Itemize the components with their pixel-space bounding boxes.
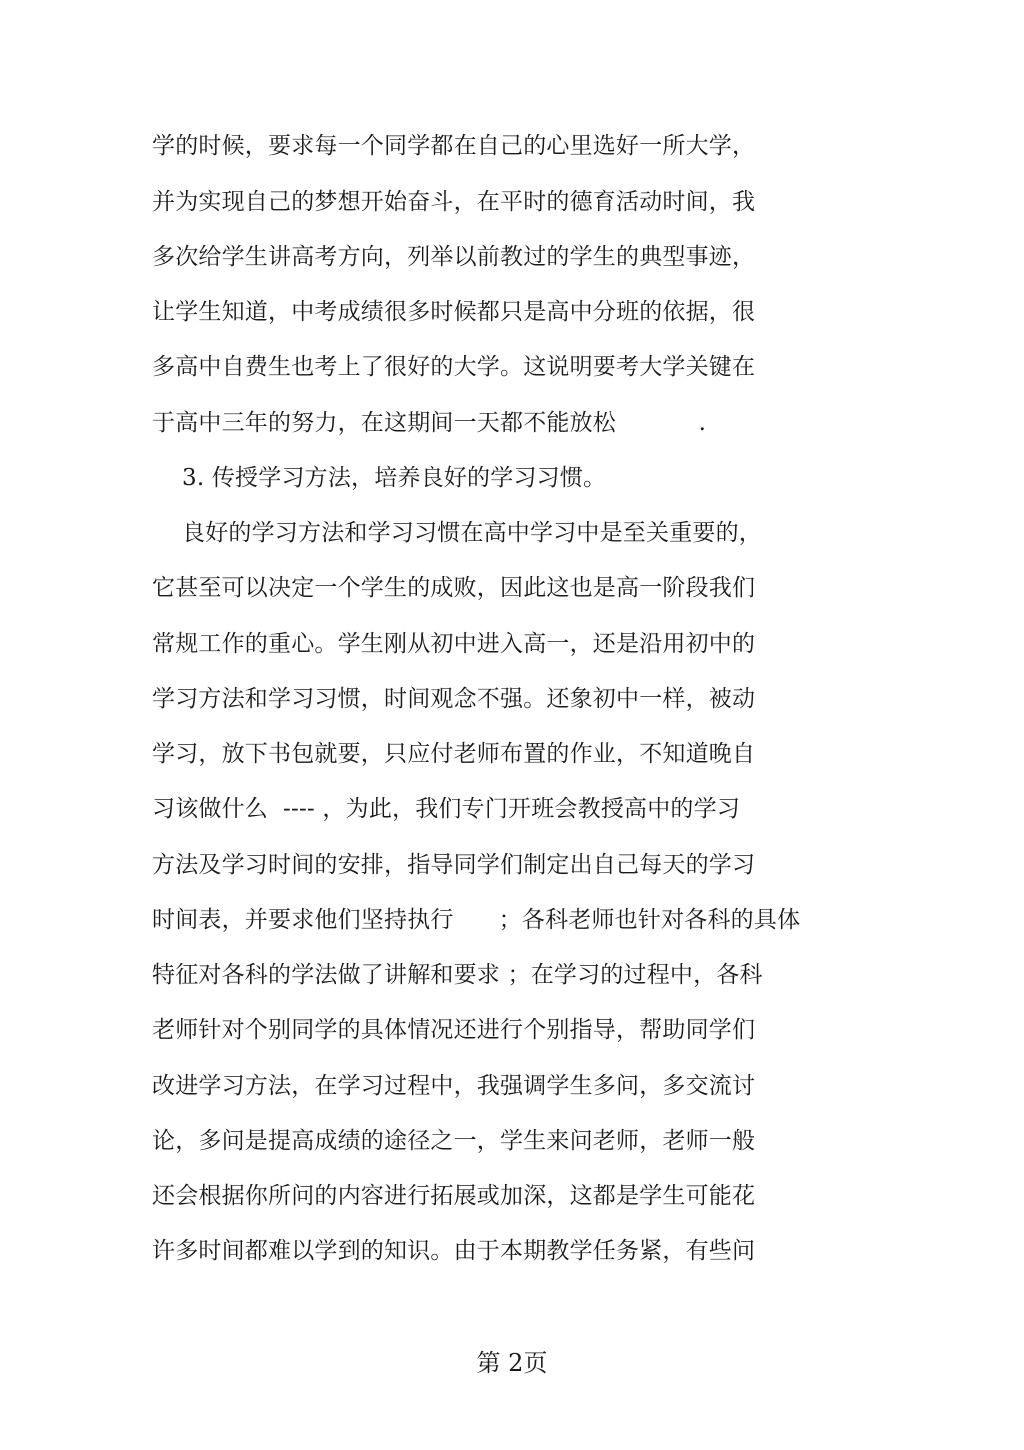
body-text-line: 它甚至可以决定一个学生的成败，因此这也是高一阶段我们 xyxy=(152,575,756,601)
body-text-line: 许多时间都难以学到的知识。由于本期教学任务紧，有些问 xyxy=(152,1238,756,1264)
body-text-line: 多次给学生讲高考方向，列举以前教过的学生的典型事迹， xyxy=(152,244,756,270)
body-text-line: 学习，放下书包就要，只应付老师布置的作业，不知道晚自 xyxy=(152,741,756,767)
page-number: 第 2页 xyxy=(476,1349,548,1377)
body-text-line: 于高中三年的努力，在这期间一天都不能放松 . xyxy=(152,410,707,436)
body-text-line: 方法及学习时间的安排，指导同学们制定出自己每天的学习 xyxy=(152,852,756,878)
body-text-line: 改进学习方法，在学习过程中，我强调学生多问，多交流讨 xyxy=(152,1073,756,1099)
body-text-line: 论，多问是提高成绩的途径之一，学生来问老师，老师一般 xyxy=(152,1128,756,1154)
body-text-line: 多高中自费生也考上了很好的大学。这说明要考大学关键在 xyxy=(152,354,756,380)
body-text-line: 还会根据你所问的内容进行拓展或加深，这都是学生可能花 xyxy=(152,1183,756,1209)
body-text-line: 习该做什么 ---- ，为此，我们专门开班会教授高中的学习 xyxy=(152,796,741,822)
body-text-line: 老师针对个别同学的具体情况还进行个别指导，帮助同学们 xyxy=(152,1017,756,1043)
section-heading: 3. 传授学习方法，培养良好的学习习惯。 xyxy=(182,465,607,491)
body-text-line: 良好的学习方法和学习习惯在高中学习中是至关重要的， xyxy=(182,520,762,546)
body-text-line: 特征对各科的学法做了讲解和要求 ；在学习的过程中，各科 xyxy=(152,962,763,988)
body-text-line: 学的时候，要求每一个同学都在自己的心里选好一所大学， xyxy=(152,133,756,159)
body-text-line: 时间表，并要求他们坚持执行 ；各科老师也针对各科的具体 xyxy=(152,907,801,933)
body-text-line: 让学生知道，中考成绩很多时候都只是高中分班的依据，很 xyxy=(152,299,756,325)
body-text-line: 学习方法和学习习惯，时间观念不强。还象初中一样，被动 xyxy=(152,686,756,712)
body-text-line: 并为实现自己的梦想开始奋斗，在平时的德育活动时间，我 xyxy=(152,189,756,215)
body-text-line: 常规工作的重心。学生刚从初中进入高一，还是沿用初中的 xyxy=(152,631,756,657)
